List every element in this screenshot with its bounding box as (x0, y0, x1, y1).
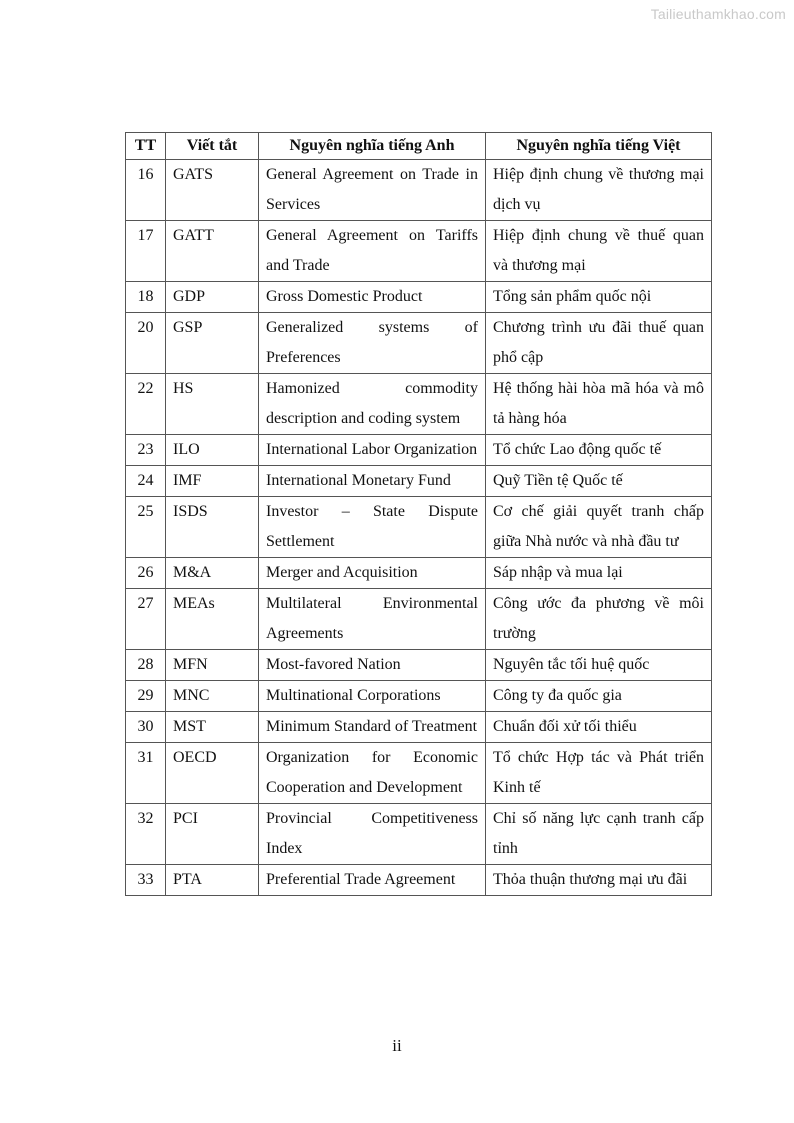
row-number: 26 (126, 558, 166, 589)
row-abbreviation: ISDS (166, 497, 259, 558)
row-number: 30 (126, 712, 166, 743)
table-row (126, 497, 712, 558)
row-number: 33 (126, 865, 166, 896)
row-vietnamese-meaning: Tổng sản phẩm quốc nội (486, 282, 712, 313)
row-english-meaning: Organization for Economic Cooperation and Development (259, 743, 486, 804)
row-english-meaning: Multilateral Environmental Agreements (259, 589, 486, 650)
row-number: 29 (126, 681, 166, 712)
table-row (126, 221, 712, 282)
row-abbreviation: PCI (166, 804, 259, 865)
row-english-meaning: General Agreement on Trade in Services (259, 160, 486, 221)
row-number: 27 (126, 589, 166, 650)
table-row (126, 865, 712, 896)
row-vietnamese-meaning: Quỹ Tiền tệ Quốc tế (486, 466, 712, 497)
row-english-meaning: International Monetary Fund (259, 466, 486, 497)
row-number: 22 (126, 374, 166, 435)
table-row (126, 313, 712, 374)
table-row (126, 650, 712, 681)
row-english-meaning: Provincial Competitiveness Index (259, 804, 486, 865)
row-vietnamese-meaning: Hiệp định chung về thương mại dịch vụ (486, 160, 712, 221)
row-vietnamese-meaning: Chuẩn đối xử tối thiểu (486, 712, 712, 743)
page-number: ii (392, 1036, 402, 1055)
table-row (126, 282, 712, 313)
watermark: Tailieuthamkhao.com (650, 6, 786, 22)
table-row (126, 681, 712, 712)
row-vietnamese-meaning: Tổ chức Lao động quốc tế (486, 435, 712, 466)
row-abbreviation: MNC (166, 681, 259, 712)
row-english-meaning: Merger and Acquisition (259, 558, 486, 589)
table-row (126, 743, 712, 804)
row-english-meaning: General Agreement on Tariffs and Trade (259, 221, 486, 282)
table-row (126, 435, 712, 466)
row-vietnamese-meaning: Hiệp định chung về thuế quan và thương mại (486, 221, 712, 282)
row-number: 25 (126, 497, 166, 558)
row-abbreviation: IMF (166, 466, 259, 497)
header-abbreviation: Viết tắt (166, 133, 259, 160)
header-tt: TT (126, 133, 166, 160)
row-english-meaning: Multinational Corporations (259, 681, 486, 712)
row-abbreviation: GATS (166, 160, 259, 221)
row-number: 23 (126, 435, 166, 466)
table-row (126, 374, 712, 435)
row-abbreviation: MST (166, 712, 259, 743)
row-abbreviation: M&A (166, 558, 259, 589)
row-vietnamese-meaning: Hệ thống hài hòa mã hóa và mô tả hàng hóa (486, 374, 712, 435)
row-english-meaning: International Labor Organization (259, 435, 486, 466)
row-number: 24 (126, 466, 166, 497)
row-english-meaning: Hamonized commodity description and coding system (259, 374, 486, 435)
row-vietnamese-meaning: Công ước đa phương về môi trường (486, 589, 712, 650)
table-row (126, 160, 712, 221)
row-vietnamese-meaning: Sáp nhập và mua lại (486, 558, 712, 589)
row-number: 28 (126, 650, 166, 681)
row-abbreviation: GATT (166, 221, 259, 282)
table-row (126, 466, 712, 497)
row-abbreviation: OECD (166, 743, 259, 804)
table-row (126, 804, 712, 865)
row-abbreviation: GDP (166, 282, 259, 313)
row-abbreviation: PTA (166, 865, 259, 896)
row-vietnamese-meaning: Chỉ số năng lực cạnh tranh cấp tỉnh (486, 804, 712, 865)
table-row (126, 589, 712, 650)
header-vietnamese-meaning: Nguyên nghĩa tiếng Việt (486, 133, 712, 160)
row-vietnamese-meaning: Công ty đa quốc gia (486, 681, 712, 712)
row-number: 32 (126, 804, 166, 865)
row-english-meaning: Most-favored Nation (259, 650, 486, 681)
row-vietnamese-meaning: Cơ chế giải quyết tranh chấp giữa Nhà nước và nhà đầu tư (486, 497, 712, 558)
table-row (126, 558, 712, 589)
row-vietnamese-meaning: Tổ chức Hợp tác và Phát triển Kinh tế (486, 743, 712, 804)
abbreviation-table (125, 132, 712, 896)
row-english-meaning: Preferential Trade Agreement (259, 865, 486, 896)
row-vietnamese-meaning: Thỏa thuận thương mại ưu đãi (486, 865, 712, 896)
row-english-meaning: Investor – State Dispute Settlement (259, 497, 486, 558)
row-vietnamese-meaning: Nguyên tắc tối huệ quốc (486, 650, 712, 681)
row-number: 20 (126, 313, 166, 374)
table-row (126, 712, 712, 743)
row-number: 17 (126, 221, 166, 282)
row-english-meaning: Gross Domestic Product (259, 282, 486, 313)
row-abbreviation: MEAs (166, 589, 259, 650)
row-number: 31 (126, 743, 166, 804)
row-english-meaning: Minimum Standard of Treatment (259, 712, 486, 743)
row-abbreviation: HS (166, 374, 259, 435)
row-abbreviation: MFN (166, 650, 259, 681)
row-number: 16 (126, 160, 166, 221)
table-header-row (126, 133, 712, 160)
row-number: 18 (126, 282, 166, 313)
row-vietnamese-meaning: Chương trình ưu đãi thuế quan phổ cập (486, 313, 712, 374)
row-abbreviation: GSP (166, 313, 259, 374)
row-abbreviation: ILO (166, 435, 259, 466)
header-english-meaning: Nguyên nghĩa tiếng Anh (259, 133, 486, 160)
row-english-meaning: Generalized systems of Preferences (259, 313, 486, 374)
